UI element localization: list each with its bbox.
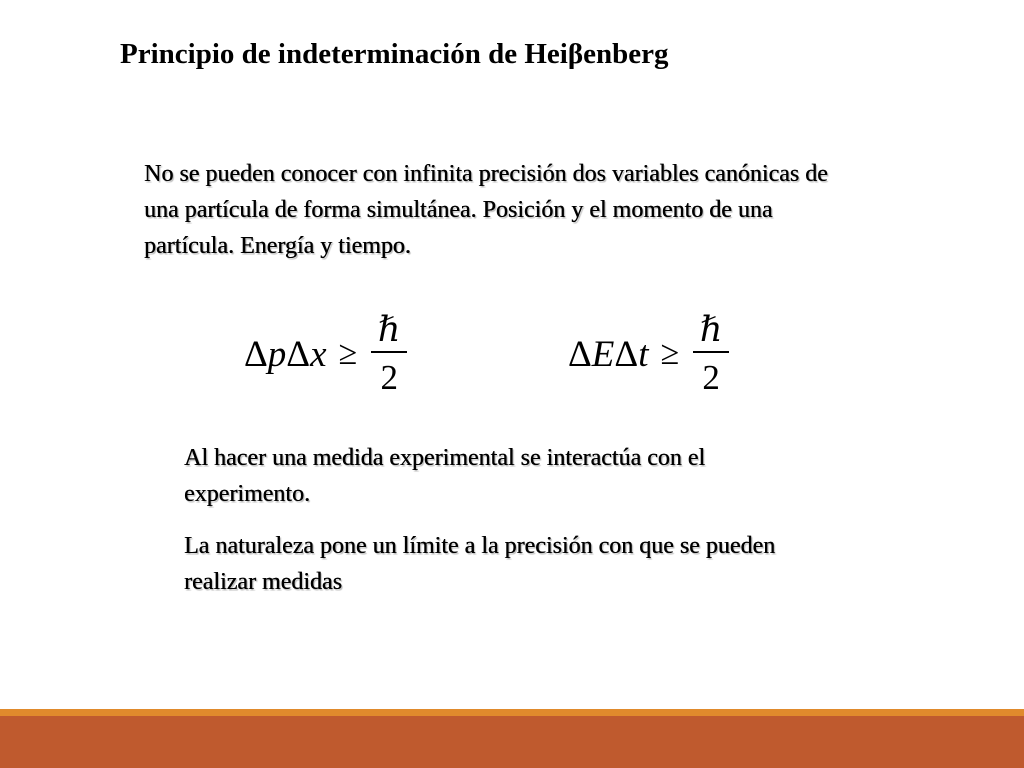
paragraph-measurement: Al hacer una medida experimental se interactúa con el experimento. xyxy=(184,445,706,507)
formula-momentum-position xyxy=(244,308,407,400)
hbar-numerator: ℏ xyxy=(699,310,723,349)
formula-energy-time xyxy=(568,308,729,400)
formula-lhs: ΔpΔx xyxy=(244,333,327,375)
greater-equal-sign: ≥ xyxy=(338,335,358,372)
greater-equal-sign: ≥ xyxy=(660,335,680,372)
denominator: 2 xyxy=(380,358,398,397)
paragraph-definition: No se pueden conocer con infinita precisión dos variables canónicas de una partícula de forma simultánea. Posición y el momento de una partícula. Energía y tiempo. xyxy=(144,161,828,259)
footer-band xyxy=(0,716,1024,768)
fraction-bar xyxy=(371,351,407,353)
fraction xyxy=(693,310,729,398)
paragraph-limit: La naturaleza pone un límite a la precisión con que se pueden realizar medidas xyxy=(184,533,776,595)
formula-lhs: ΔEΔt xyxy=(568,333,649,375)
footer-accent-line xyxy=(0,709,1024,716)
fraction-bar xyxy=(693,351,729,353)
fraction xyxy=(371,310,407,398)
hbar-numerator: ℏ xyxy=(377,310,401,349)
slide-title: Principio de indeterminación de Heiβenberg xyxy=(120,38,669,70)
denominator: 2 xyxy=(702,358,720,397)
